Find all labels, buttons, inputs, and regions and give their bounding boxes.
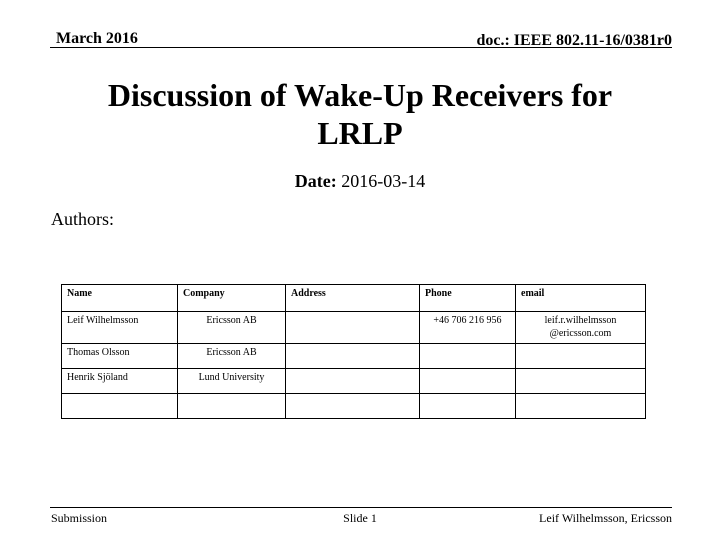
header-name: Name xyxy=(62,285,178,312)
table-row xyxy=(62,312,646,344)
header-divider xyxy=(50,47,672,48)
cell-name xyxy=(62,394,178,419)
cell-email xyxy=(516,369,646,394)
cell-address xyxy=(286,369,420,394)
cell-name: Leif Wilhelmsson xyxy=(62,312,178,344)
email-line-2: @ericsson.com xyxy=(549,327,612,339)
date-line xyxy=(0,171,720,192)
cell-phone xyxy=(420,369,516,394)
cell-email xyxy=(516,312,646,344)
cell-email xyxy=(516,394,646,419)
slide-title xyxy=(60,76,660,152)
cell-name: Henrik Sjöland xyxy=(62,369,178,394)
date-value: 2016-03-14 xyxy=(341,171,426,191)
header-doc-id: doc.: IEEE 802.11-16/0381r0 xyxy=(476,32,672,49)
cell-phone xyxy=(420,394,516,419)
header-email: email xyxy=(516,285,646,312)
cell-phone xyxy=(420,344,516,369)
cell-address xyxy=(286,344,420,369)
table-row xyxy=(62,394,646,419)
cell-email xyxy=(516,344,646,369)
footer-slide-number: Slide 1 xyxy=(343,511,377,525)
slide-title-line-2: LRLP xyxy=(317,115,403,151)
header-company: Company xyxy=(178,285,286,312)
header-phone: Phone xyxy=(420,285,516,312)
table-row xyxy=(62,369,646,394)
slide-title-line-1: Discussion of Wake-Up Receivers for xyxy=(107,77,613,113)
table-header-row xyxy=(62,285,646,312)
cell-address xyxy=(286,312,420,344)
date-label: Date: xyxy=(294,171,337,191)
header-date: March 2016 xyxy=(56,30,138,47)
authors-table xyxy=(61,284,646,419)
cell-phone: +46 706 216 956 xyxy=(420,312,516,344)
footer-divider xyxy=(50,507,672,508)
email-line-1: leif.r.wilhelmsson xyxy=(544,315,617,326)
table-row xyxy=(62,344,646,369)
cell-company xyxy=(178,394,286,419)
cell-company: Ericsson AB xyxy=(178,312,286,344)
footer-author: Leif Wilhelmsson, Ericsson xyxy=(539,511,672,525)
footer-submission: Submission xyxy=(51,511,108,525)
cell-address xyxy=(286,394,420,419)
cell-name: Thomas Olsson xyxy=(62,344,178,369)
cell-company: Ericsson AB xyxy=(178,344,286,369)
cell-company: Lund University xyxy=(178,369,286,394)
header-address: Address xyxy=(286,285,420,312)
authors-label: Authors: xyxy=(51,209,114,229)
